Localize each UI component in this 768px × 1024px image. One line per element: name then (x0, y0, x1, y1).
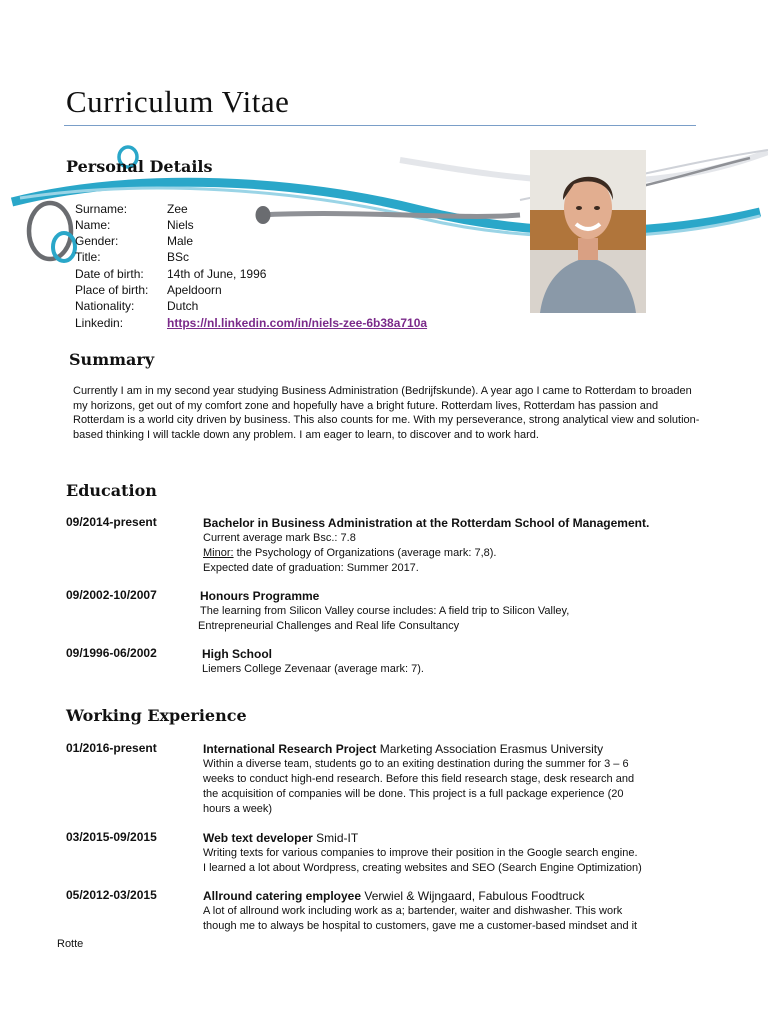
education-detail: Expected date of graduation: Summer 2017. (203, 561, 419, 574)
section-heading-summary: Summary (69, 350, 155, 369)
work-entry (203, 830, 642, 876)
education-entry (203, 515, 649, 576)
pd-row-gender: Gender: Male (75, 234, 194, 248)
education-title: Bachelor in Business Administration at the Rotterdam School of Management. (203, 516, 650, 530)
profile-photo (530, 150, 646, 313)
education-detail: Minor: the Psychology of Organizations (average mark: 7,8). (203, 546, 497, 559)
work-detail: the acquisition of companies will be done. This project is a full package experience (20 (203, 787, 624, 800)
summary-text: Currently I am in my second year studying Business Administration (Bedrijfskunde). A year ago I came to Rotterdam to broaden my horizons, get out of my comfort zone and hopefully have a bright future. Rotterdam lives, Rotterdam has passion and Rotterdam is a world city driven by business. This also counts for me. With my perseverance, strong analytical view and solution-based thinking I will tackle down any problem. I am eager to learn, to discover and to work hard. (73, 385, 700, 441)
work-date: 01/2016-present (66, 741, 157, 755)
work-title: International Research Project Marketing Association Erasmus University (203, 742, 604, 756)
work-entry (203, 888, 637, 934)
section-heading-education: Education (66, 481, 157, 500)
education-detail: Liemers College Zevenaar (average mark: 7). (202, 663, 424, 675)
linkedin-link[interactable]: https://nl.linkedin.com/in/niels-zee-6b38a710a (167, 316, 428, 330)
work-detail: Within a diverse team, students go to an exiting destination during the summer for 3 – 6 (203, 758, 629, 770)
work-detail: hours a week) (203, 802, 273, 815)
education-detail: The learning from Silicon Valley course includes: A field trip to Silicon Valley, (200, 605, 570, 617)
page-title: Curriculum Vitae (66, 84, 290, 119)
pd-row-surname: Surname: Zee (75, 202, 188, 216)
footer-text: Rotte (57, 938, 84, 950)
pd-row-name: Name: Niels (75, 218, 194, 232)
work-detail: though me to always be hospital to customers, gave me a customer-based mindset and it (203, 919, 638, 932)
pd-row-title: Title: BSc (75, 250, 190, 264)
pd-row-date-of-birth: Date of birth: 14th of June, 1996 (75, 267, 267, 281)
section-heading-work: Working Experience (66, 706, 247, 725)
pd-row-linkedin: Linkedin: https://nl.linkedin.com/in/niels-zee-6b38a710a (75, 316, 428, 330)
work-detail: I learned a lot about Wordpress, creating websites and SEO (Search Engine Optimization) (203, 861, 642, 874)
work-detail: Writing texts for various companies to improve their position in the Google search engine. (203, 847, 638, 859)
education-detail: Current average mark Bsc.: 7.8 (203, 532, 356, 544)
education-detail: Entrepreneurial Challenges and Real life Consultancy (198, 619, 460, 632)
person-icon (530, 150, 646, 313)
education-entry (202, 646, 424, 677)
education-title: Honours Programme (200, 589, 320, 603)
work-title: Web text developer Smid-IT (203, 831, 359, 845)
work-title: Allround catering employee Verwiel & Wijngaard, Fabulous Foodtruck (203, 889, 585, 903)
work-detail: A lot of allround work including work as a; bartender, waiter and dishwasher. This work (203, 905, 623, 917)
work-detail: weeks to conduct high-end research. Before this field research stage, desk research and (203, 772, 635, 785)
education-date: 09/2002-10/2007 (66, 588, 157, 602)
pd-row-place-of-birth: Place of birth: Apeldoorn (75, 283, 222, 297)
title-divider (64, 125, 696, 126)
work-entry (203, 741, 634, 817)
work-date: 03/2015-09/2015 (66, 830, 157, 844)
education-entry (200, 588, 569, 634)
education-date: 09/1996-06/2002 (66, 646, 157, 660)
education-title: High School (202, 647, 272, 661)
section-heading-personal: Personal Details (66, 157, 213, 176)
education-date: 09/2014-present (66, 515, 157, 529)
work-date: 05/2012-03/2015 (66, 888, 157, 902)
pd-row-nationality: Nationality: Dutch (75, 299, 199, 313)
